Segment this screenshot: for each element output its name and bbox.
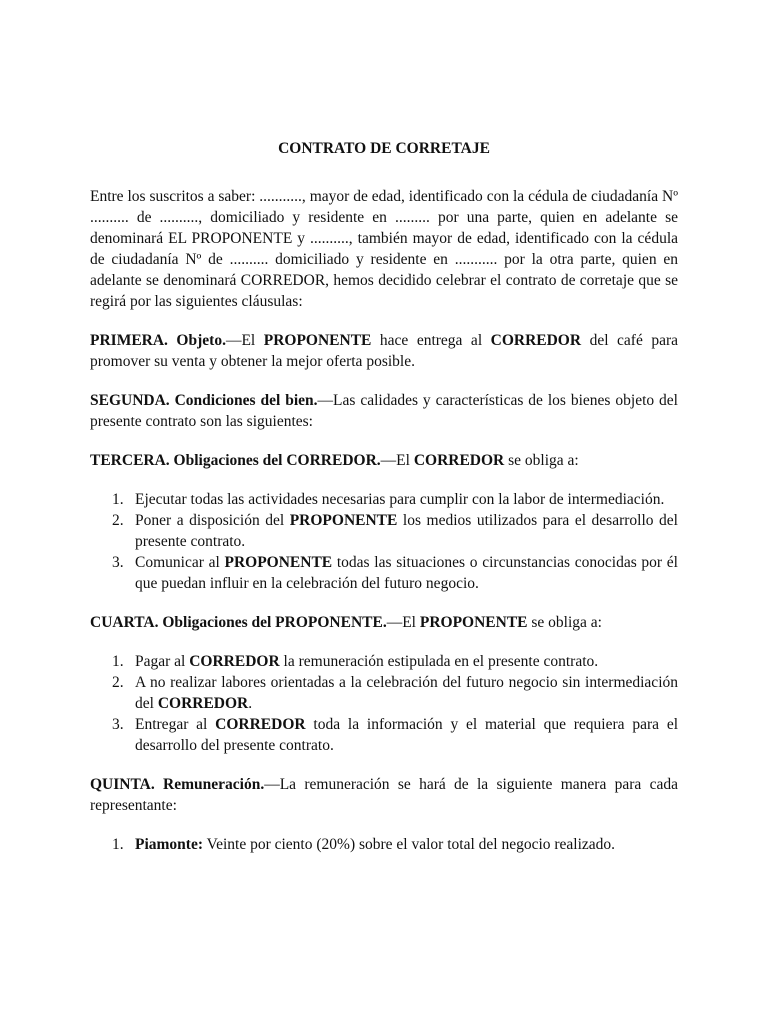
party-name: CORREDOR — [157, 695, 249, 712]
list-item — [90, 510, 678, 552]
list-number: 2. — [112, 674, 124, 691]
list-number: 1. — [112, 836, 124, 853]
party-name: PROPONENTE — [263, 332, 372, 349]
list-text: Veinte por ciento (20%) sobre el valor total del negocio realizado. — [203, 836, 616, 853]
clause-heading: PRIMERA. Objeto. — [90, 332, 226, 349]
list-item — [90, 552, 678, 594]
list-text: toda la información y el material que requiera para el desarrollo del presente contrato. — [135, 716, 679, 754]
clause-text: —El — [225, 332, 264, 349]
clause-text: —Las calidades y características de los bienes objeto del presente contrato son las siguientes: — [90, 392, 678, 430]
list-number: 3. — [112, 716, 124, 733]
tercera-list — [90, 489, 678, 594]
clause-text: —El — [386, 614, 420, 631]
clause-segunda — [90, 390, 678, 432]
quinta-list — [90, 834, 678, 855]
list-item — [90, 714, 678, 756]
list-item — [90, 834, 678, 855]
clause-heading: CUARTA. Obligaciones del PROPONENTE. — [90, 614, 387, 631]
clause-text: —El — [380, 452, 414, 469]
party-name: PROPONENTE — [224, 554, 333, 571]
clause-text: del café para promover su venta y obtener la mejor oferta posible. — [90, 332, 679, 370]
clause-heading: TERCERA. Obligaciones del CORREDOR. — [90, 452, 381, 469]
party-name: PROPONENTE — [289, 512, 398, 529]
list-number: 1. — [112, 491, 124, 508]
list-text: los medios utilizados para el desarrollo del presente contrato. — [135, 512, 678, 550]
party-name: CORREDOR — [490, 332, 582, 349]
list-item — [90, 489, 678, 510]
party-name: PROPONENTE — [419, 614, 528, 631]
party-name: CORREDOR — [215, 716, 306, 733]
document-body — [90, 138, 678, 873]
list-number: 1. — [112, 653, 124, 670]
list-text: Poner a disposición del — [135, 512, 290, 529]
clause-heading: SEGUNDA. Condiciones del bien. — [90, 392, 318, 409]
list-number: 3. — [112, 554, 124, 571]
list-item — [90, 672, 678, 714]
list-text: Comunicar al — [135, 554, 225, 571]
intro-paragraph: Entre los suscritos a saber: ..........., mayor de edad, identificado con la cédula de ciudadanía Nº .......... de .........., domiciliado y residente en ......... por una parte, quien en adelante se denominará EL PROPONENTE y .........., también mayor de edad, identificado con la cédula de ciudadanía Nº de .......... domiciliado y residente en ........... por la otra parte, quien en adelante se denominará CORREDOR, hemos decidido celebrar el contrato de corretaje que se regirá por las siguientes cláusulas: — [90, 188, 678, 310]
list-text: . — [248, 695, 253, 712]
list-text: Entregar al — [135, 716, 216, 733]
list-text: la remuneración estipulada en el presente contrato. — [279, 653, 599, 670]
clause-cuarta — [90, 612, 678, 633]
cuarta-list — [90, 651, 678, 756]
clause-text: hace entrega al — [371, 332, 491, 349]
clause-primera — [90, 330, 678, 372]
list-text: Ejecutar todas las actividades necesarias para cumplir con la labor de intermediación. — [135, 491, 665, 508]
clause-tercera — [90, 450, 678, 471]
clause-quinta — [90, 774, 678, 816]
list-item — [90, 651, 678, 672]
list-text: A no realizar labores orientadas a la celebración del futuro negocio sin intermediación del — [135, 674, 678, 712]
list-number: 2. — [112, 512, 124, 529]
list-text: Pagar al — [135, 653, 190, 670]
clause-text: se obliga a: — [527, 614, 602, 631]
document-title: CONTRATO DE CORRETAJE — [278, 140, 490, 157]
representative-name: Piamonte: — [135, 836, 204, 853]
clause-text: se obliga a: — [504, 452, 579, 469]
clause-heading: QUINTA. Remuneración. — [90, 776, 265, 793]
party-name: CORREDOR — [413, 452, 505, 469]
clause-text: —La remuneración se hará de la siguiente manera para cada representante: — [90, 776, 678, 814]
list-text: todas las situaciones o circunstancias conocidas por él que puedan influir en la celebración del futuro negocio. — [135, 554, 678, 592]
party-name: CORREDOR — [189, 653, 280, 670]
